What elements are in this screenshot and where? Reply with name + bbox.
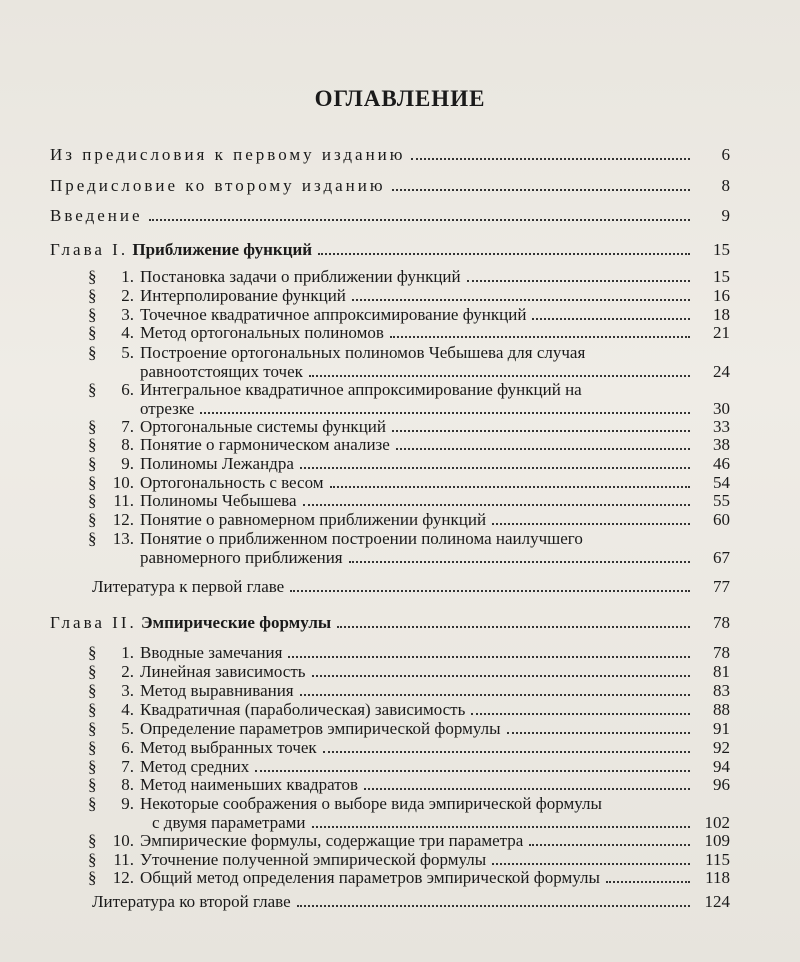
- page-number: 60: [713, 510, 730, 529]
- section-entry: [88, 344, 730, 382]
- section-title: Линейная зависимость: [140, 662, 306, 681]
- section-number: 10.: [112, 473, 134, 492]
- dot-leader: [323, 751, 690, 753]
- section-number: 4.: [121, 700, 134, 719]
- entry-text: Введение: [50, 206, 143, 225]
- section-sign: §: [88, 794, 97, 813]
- section-number: 2.: [121, 286, 134, 305]
- section-entry: [88, 832, 730, 850]
- section-title: Общий метод определения параметров эмпирической формулы: [140, 868, 600, 887]
- page-number: 78: [713, 643, 730, 662]
- section-entry: [88, 682, 730, 700]
- chapter-heading: [50, 614, 331, 632]
- dot-leader: [290, 590, 690, 592]
- page-number: 9: [721, 206, 730, 225]
- section-entry: [88, 739, 730, 757]
- section-entry: [88, 758, 730, 776]
- toc-literature-chapter-1: [92, 578, 730, 596]
- page-number: 16: [713, 286, 730, 305]
- page-number: 83: [713, 681, 730, 700]
- section-entry: [88, 701, 730, 719]
- page-number: 55: [713, 491, 730, 510]
- section-number: 13.: [112, 529, 134, 548]
- section-title-line2: равноотстоящих точек: [140, 362, 303, 381]
- toc-chapter-2: [50, 614, 730, 632]
- page-number: 46: [713, 454, 730, 473]
- section-number: 7.: [121, 417, 134, 436]
- page-number: 30: [713, 399, 730, 418]
- section-title: Постановка задачи о приближении функций: [140, 267, 461, 286]
- section-title: Определение параметров эмпирической формулы: [140, 719, 501, 738]
- toc-title: ОГЛАВЛЕНИЕ: [314, 86, 486, 111]
- section-sign: §: [88, 700, 97, 719]
- section-title-line1: Построение ортогональных полиномов Чебышева для случая: [140, 343, 586, 362]
- section-title: Метод наименьших квадратов: [140, 775, 358, 794]
- section-title: Полиномы Лежандра: [140, 454, 294, 473]
- section-title-line1: Интегральное квадратичное аппроксимирование функций на: [140, 380, 582, 399]
- entry-text: Из предисловия к первому изданию: [50, 145, 406, 164]
- page-number: 67: [713, 548, 730, 567]
- chapter-title: Приближение функций: [132, 240, 313, 259]
- section-number: 3.: [121, 305, 134, 324]
- section-sign: §: [88, 435, 97, 454]
- section-sign: §: [88, 343, 97, 362]
- section-number: 12.: [112, 510, 134, 529]
- section-title: Вводные замечания: [140, 643, 283, 662]
- section-title: Метод выравнивания: [140, 681, 294, 700]
- dot-leader: [352, 299, 690, 301]
- dot-leader: [318, 253, 690, 255]
- section-title: Ортогональность с весом: [140, 473, 324, 492]
- section-entry: [88, 436, 730, 454]
- dot-leader: [492, 523, 690, 525]
- dot-leader: [606, 881, 690, 883]
- section-number: 9.: [121, 794, 134, 813]
- section-entry: [88, 324, 730, 342]
- section-title: Метод ортогональных полиномов: [140, 323, 384, 342]
- section-entry: [88, 418, 730, 436]
- toc-entry-preface-second: [50, 177, 730, 195]
- section-sign: §: [88, 417, 97, 436]
- section-sign: §: [88, 529, 97, 548]
- section-title: Понятие о равномерном приближении функций: [140, 510, 487, 529]
- section-entry: [88, 776, 730, 794]
- section-entry: [88, 268, 730, 286]
- section-title: Полиномы Чебышева: [140, 491, 297, 510]
- dot-leader: [349, 561, 690, 563]
- page-number: 21: [713, 323, 730, 342]
- section-sign: §: [88, 757, 97, 776]
- toc-literature-chapter-2: [92, 893, 730, 911]
- section-sign: §: [88, 681, 97, 700]
- section-number: 11.: [113, 850, 134, 869]
- section-title: Квадратичная (параболическая) зависимость: [140, 700, 466, 719]
- dot-leader: [471, 713, 690, 715]
- page-number: 102: [704, 813, 730, 832]
- section-number: 6.: [121, 380, 134, 399]
- page-number: 77: [713, 577, 730, 596]
- page-number: 18: [713, 305, 730, 324]
- page-number: 8: [721, 176, 730, 195]
- section-title-line2: отрезке: [140, 399, 195, 418]
- section-title-line1: Некоторые соображения о выборе вида эмпирической формулы: [140, 794, 602, 813]
- section-title: Метод средних: [140, 757, 250, 776]
- section-sign: §: [88, 775, 97, 794]
- page-number: 15: [713, 240, 730, 259]
- section-number: 6.: [121, 738, 134, 757]
- section-number: 1.: [121, 643, 134, 662]
- section-title: Интерполирование функций: [140, 286, 346, 305]
- dot-leader: [364, 788, 690, 790]
- dot-leader: [200, 412, 690, 414]
- section-sign: §: [88, 473, 97, 492]
- dot-leader: [390, 336, 690, 338]
- dot-leader: [309, 375, 690, 377]
- page-number: 92: [713, 738, 730, 757]
- section-entry: [88, 663, 730, 681]
- entry-text: Литература ко второй главе: [92, 892, 291, 911]
- section-number: 8.: [121, 435, 134, 454]
- section-entry: [88, 287, 730, 305]
- section-entry: [88, 306, 730, 324]
- section-number: 5.: [121, 343, 134, 362]
- section-sign: §: [88, 510, 97, 529]
- page-number: 33: [713, 417, 730, 436]
- dot-leader: [467, 280, 690, 282]
- dot-leader: [330, 486, 690, 488]
- page-number: 91: [713, 719, 730, 738]
- page-number: 88: [713, 700, 730, 719]
- section-number: 11.: [113, 491, 134, 510]
- page-number: 81: [713, 662, 730, 681]
- section-sign: §: [88, 850, 97, 869]
- section-number: 9.: [121, 454, 134, 473]
- dot-leader: [337, 626, 690, 628]
- page-number: 118: [705, 868, 730, 887]
- page-number: 96: [713, 775, 730, 794]
- page-number: 78: [713, 613, 730, 632]
- section-number: 1.: [121, 267, 134, 286]
- toc-entry-introduction: [50, 207, 730, 225]
- section-sign: §: [88, 286, 97, 305]
- section-number: 8.: [121, 775, 134, 794]
- section-sign: §: [88, 719, 97, 738]
- section-sign: §: [88, 267, 97, 286]
- section-sign: §: [88, 380, 97, 399]
- chapter-label: Глава I.: [50, 240, 129, 259]
- page-number: 124: [704, 892, 730, 911]
- section-sign: §: [88, 323, 97, 342]
- section-sign: §: [88, 831, 97, 850]
- section-number: 4.: [121, 323, 134, 342]
- section-sign: §: [88, 491, 97, 510]
- section-sign: §: [88, 454, 97, 473]
- chapter-heading: [50, 241, 312, 259]
- dot-leader: [396, 448, 690, 450]
- section-title-line2: с двумя параметрами: [152, 813, 306, 832]
- dot-leader: [312, 826, 690, 828]
- section-title: Метод выбранных точек: [140, 738, 317, 757]
- section-entry: [88, 474, 730, 492]
- dot-leader: [532, 318, 690, 320]
- section-entry: [88, 851, 730, 869]
- dot-leader: [288, 656, 690, 658]
- section-entry: [88, 381, 730, 419]
- section-title: Уточнение полученной эмпирической формулы: [140, 850, 487, 869]
- entry-text: Литература к первой главе: [92, 577, 285, 596]
- section-entry: [88, 455, 730, 473]
- dot-leader: [300, 467, 690, 469]
- section-title: Эмпирические формулы, содержащие три параметра: [140, 831, 524, 850]
- section-sign: §: [88, 868, 97, 887]
- dot-leader: [149, 219, 690, 221]
- section-sign: §: [88, 643, 97, 662]
- section-title: Ортогональные системы функций: [140, 417, 386, 436]
- dot-leader: [411, 158, 690, 160]
- section-number: 10.: [112, 831, 134, 850]
- page-number: 115: [705, 850, 730, 869]
- section-number: 7.: [121, 757, 134, 776]
- toc-chapter-1: [50, 241, 730, 259]
- section-title-line2: равномерного приближения: [140, 548, 343, 567]
- section-entry: [88, 644, 730, 662]
- page-number: 15: [713, 267, 730, 286]
- page-number: 24: [713, 362, 730, 381]
- section-number: 3.: [121, 681, 134, 700]
- chapter-title: Эмпирические формулы: [141, 613, 332, 632]
- page-number: 109: [704, 831, 730, 850]
- section-sign: §: [88, 305, 97, 324]
- section-number: 12.: [112, 868, 134, 887]
- section-number: 5.: [121, 719, 134, 738]
- entry-text: Предисловие ко второму изданию: [50, 176, 386, 195]
- dot-leader: [392, 189, 690, 191]
- section-title: Точечное квадратичное аппроксимирование функций: [140, 305, 527, 324]
- section-entry: [88, 869, 730, 887]
- section-number: 2.: [121, 662, 134, 681]
- section-entry: [88, 795, 730, 833]
- toc-entry-preface-first: [50, 146, 730, 164]
- page-number: 94: [713, 757, 730, 776]
- dot-leader: [312, 675, 690, 677]
- section-title-line1: Понятие о приближенном построении полинома наилучшего: [140, 529, 583, 548]
- dot-leader: [255, 770, 690, 772]
- section-sign: §: [88, 738, 97, 757]
- section-entry: [88, 492, 730, 510]
- dot-leader: [492, 863, 690, 865]
- dot-leader: [392, 430, 690, 432]
- section-sign: §: [88, 662, 97, 681]
- dot-leader: [303, 504, 691, 506]
- section-title: Понятие о гармоническом анализе: [140, 435, 390, 454]
- dot-leader: [300, 694, 690, 696]
- dot-leader: [529, 844, 690, 846]
- dot-leader: [507, 732, 691, 734]
- dot-leader: [297, 905, 690, 907]
- page-number: 38: [713, 435, 730, 454]
- chapter-label: Глава II.: [50, 613, 137, 632]
- page-number: 54: [713, 473, 730, 492]
- page-number: 6: [721, 145, 730, 164]
- section-entry: [88, 511, 730, 529]
- section-entry: [88, 530, 730, 568]
- section-entry: [88, 720, 730, 738]
